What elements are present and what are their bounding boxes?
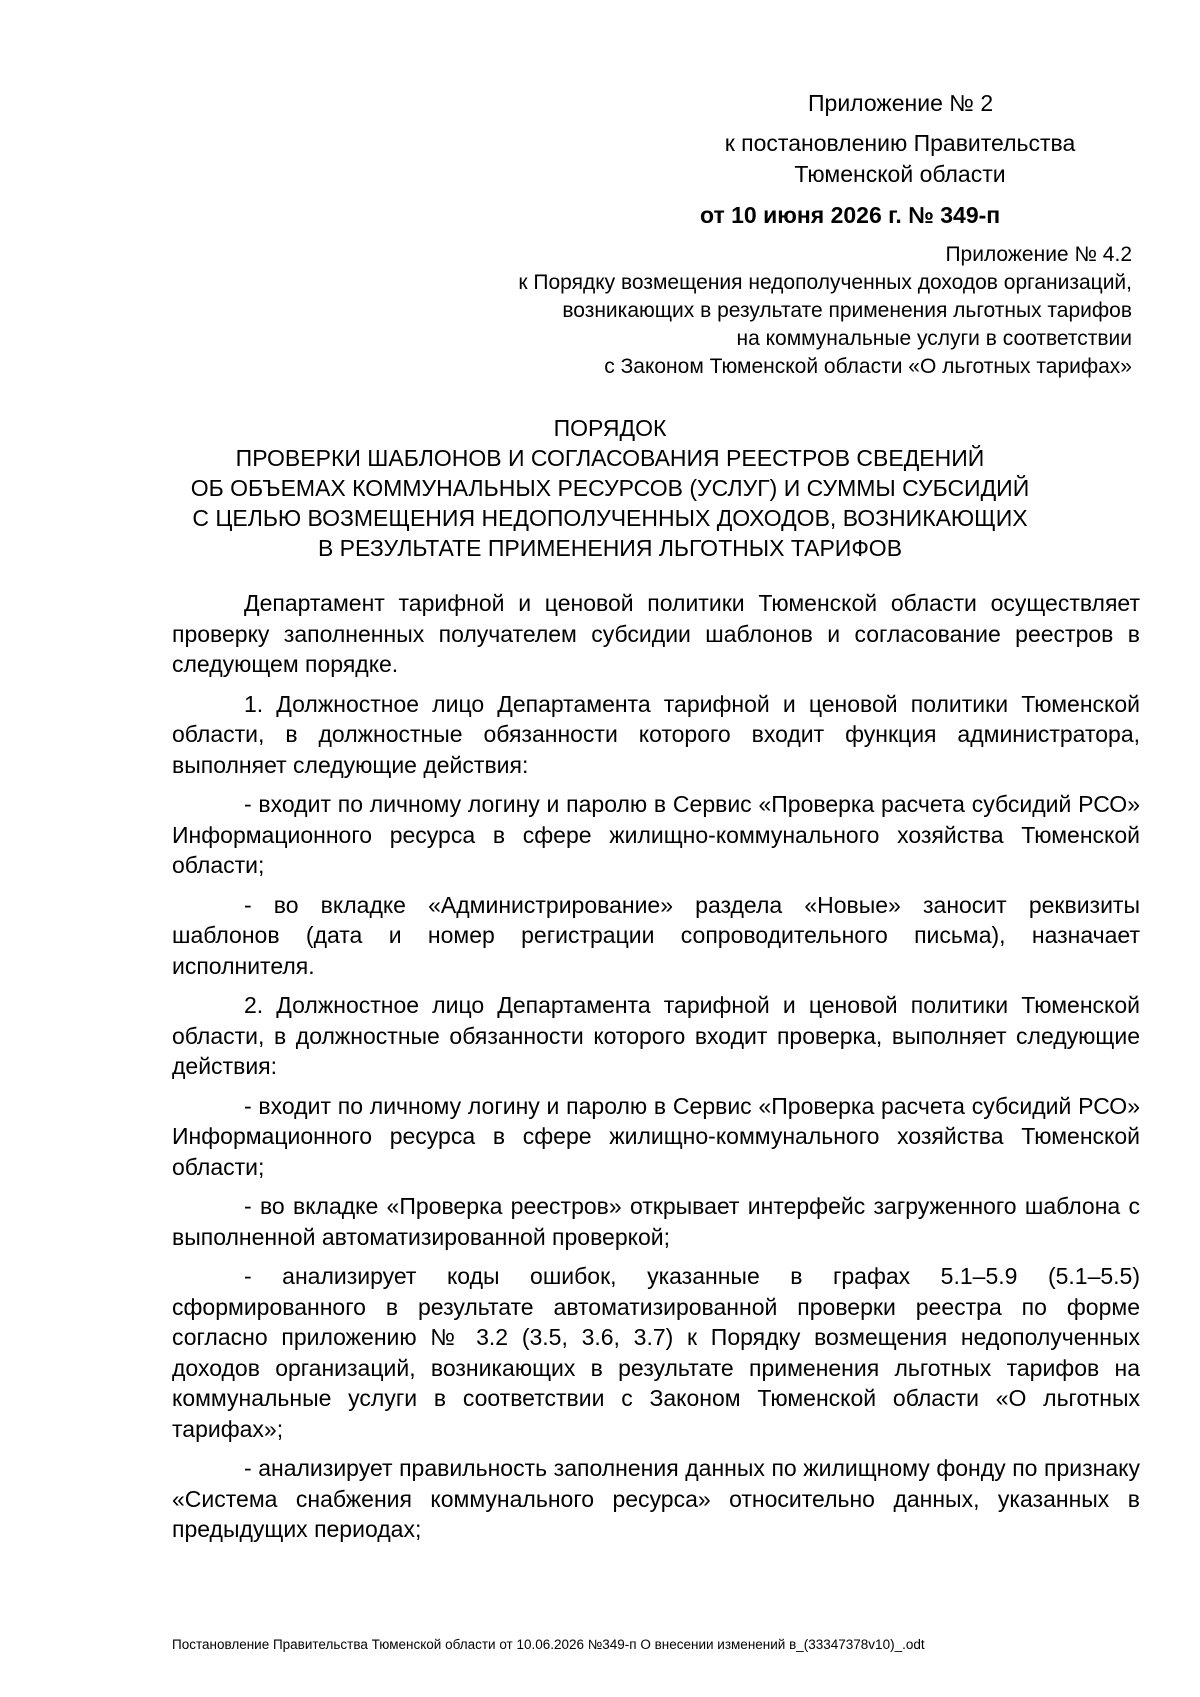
body-paragraph: Департамент тарифной и ценовой политики Тюменской области осуществляет проверку заполненных получателем субсидии шаблонов и согласование реестров в следующем порядке. [172,590,1140,677]
appendix-date: от 10 июня 2026 г. № 349-п [700,202,1001,228]
annex-line: на коммунальные услуги в соответствии [736,327,1132,350]
body-paragraph: - во вкладке «Администрирование» раздела «Новые» заносит реквизиты шаблонов (дата и номер регистрации сопроводительного письма), назначает исполнителя. [172,891,1140,979]
body-paragraph: 1. Должностное лицо Департамента тарифной и ценовой политики Тюменской области, в должностные обязанности которого входит функция администратора, выполняет следующие действия: [172,690,1140,778]
body-paragraph: - во вкладке «Проверка реестров» открывает интерфейс загруженного шаблона с выполненной автоматизированной проверкой; [172,1193,1140,1250]
title-line: С ЦЕЛЬЮ ВОЗМЕЩЕНИЯ НЕДОПОЛУЧЕННЫХ ДОХОДОВ, ВОЗНИКАЮЩИХ [192,505,1028,531]
document-title [160,413,1060,563]
title-line: ПРОВЕРКИ ШАБЛОНОВ И СОГЛАСОВАНИЯ РЕЕСТРОВ СВЕДЕНИЙ [235,445,985,471]
body-paragraph: - анализирует коды ошибок, указанные в графах 5.1–5.9 (5.1–5.5) сформированного в результате автоматизированной проверки реестра по форме согласно приложению № 3.2 (3.5, 3.6, 3.7) к Порядку возмещения недополученных доходов организаций, возникающих в результате применения льготных тарифов на коммунальные услуги в соответствии с Законом Тюменской области «О льготных тарифах»; [172,1263,1140,1442]
annex-line: с Законом Тюменской области «О льготных тарифах» [604,355,1132,378]
title-line: В РЕЗУЛЬТАТЕ ПРИМЕНЕНИЯ ЛЬГОТНЫХ ТАРИФОВ [317,535,903,561]
annex-line: к Порядку возмещения недополученных доходов организаций, [518,271,1132,294]
body-paragraph: 2. Должностное лицо Департамента тарифной и ценовой политики Тюменской области, в должностные обязанности которого входит проверка, выполняет следующие действия: [172,992,1140,1079]
body-paragraph: - анализирует правильность заполнения данных по жилищному фонду по признаку «Система снабжения коммунального ресурса» относительно данных, указанных в предыдущих периодах; [172,1455,1140,1542]
appendix-title: Приложение № 2 [808,90,994,116]
document-body [172,588,1140,1554]
annex-reference-block [372,241,1132,381]
annex-line: Приложение № 4.2 [945,243,1132,266]
page-footer: Постановление Правительства Тюменской области от 10.06.2026 №349-п О внесении изменений в_(33347378v10)_.odt [172,1637,925,1652]
title-line: ПОРЯДОК [553,415,667,441]
body-paragraph: - входит по личному логину и паролю в Сервис «Проверка расчета субсидий РСО» Информационного ресурса в сфере жилищно-коммунального хозяйства Тюменской области; [172,791,1140,878]
body-paragraph: - входит по личному логину и паролю в Сервис «Проверка расчета субсидий РСО» Информационного ресурса в сфере жилищно-коммунального хозяйства Тюменской области; [172,1092,1140,1180]
annex-line: возникающих в результате применения льготных тарифов [562,299,1132,322]
appendix-reference-line: к постановлению Правительства [724,130,1076,156]
title-line: ОБ ОБЪЕМАХ КОММУНАЛЬНЫХ РЕСУРСОВ (УСЛУГ) И СУММЫ СУБСИДИЙ [190,475,1030,501]
appendix-reference [640,128,1160,190]
appendix-reference-line: Тюменской области [794,161,1006,187]
